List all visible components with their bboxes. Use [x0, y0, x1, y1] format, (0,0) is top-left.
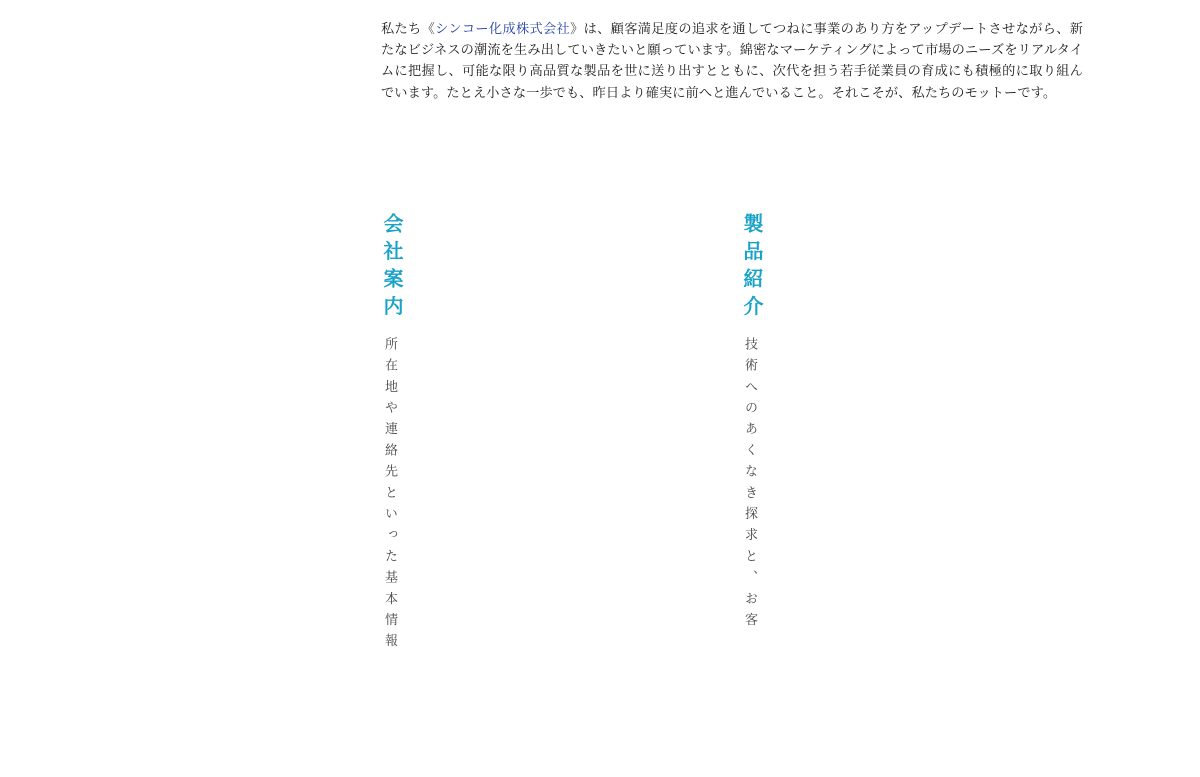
intro-prefix: 私たち《 [381, 22, 436, 37]
intro-paragraph [381, 19, 1083, 104]
intro-body: 》は、顧客満足度の追求を通してつねに事業のあり方をアップデートさせながら、新たなビジネスの潮流を生み出していきたいと願っています。綿密なマーケティングによって市場のニーズをリアルタイムに把握し、可能な限り高品質な製品を世に送り出すとともに、次代を担う若手従業員の育成にも積極的に取り組んでいます。たとえ小さな一歩でも、昨日より確実に前へと進んでいること。それこそが、私たちのモットーです。 [381, 22, 1084, 101]
company-info-section[interactable] [381, 213, 469, 777]
products-description: 技術へのあくなき探求と、お客 [742, 337, 757, 634]
company-info-heading: 会社案内 [380, 213, 404, 323]
products-heading: 製品紹介 [740, 213, 764, 323]
company-name-link[interactable]: シンコー化成株式会社 [435, 22, 571, 37]
company-info-description: 所在地や連絡先といった基本情報 [382, 337, 397, 655]
products-section[interactable] [741, 213, 829, 777]
